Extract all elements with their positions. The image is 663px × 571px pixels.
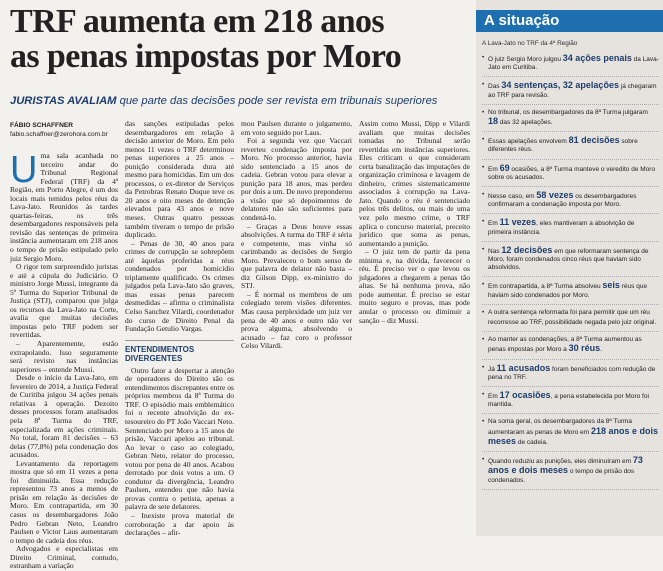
paragraph: – É normal os membros de um colegiado terem visões diferentes. Mas causa perplexidade um juiz ver pena de 40 anos e outro não ver prova alguma, absolvendo o acusado – faz coro o professor Celso Vilardi. (241, 289, 352, 351)
sidebar-item: • Em contrapartida, a 8ª Turma absolveu seis réus que haviam sido condenados por Moro. (482, 281, 659, 304)
sidebar-box (476, 0, 663, 536)
author-email[interactable]: fabio.schaffner@zerohora.com.br (10, 131, 108, 138)
paragraph: Foi a segunda vez que Vaccari reverteu condenação imposta por Moro. No processo anterior, havia sido sentenciado a 15 anos de cadeia. Gebran votou para elevar a punição para 18 anos, mas perdeu por dois a um. De novo preponderou a visão que só depoimentos de delatores não são suficientes para condená-lo. (241, 136, 352, 223)
drop-cap: U (10, 149, 38, 191)
paragraph: – Inexiste prova material de corroboração a dar apoio às declarações – afir- (125, 510, 234, 538)
author-name: FÁBIO SCHAFFNER (10, 122, 74, 129)
sidebar-title: A situação (476, 10, 663, 32)
paragraph: Desde o início da Lava-Jato, em fevereiro de 2014, a Justiça Federal de Curitiba julgou 34 ações penais relativas à operação. Dezoito desses processos foram analisados pela 8ª Turma do TRF, especializada em ações criminais. No total, foram 81 decisões – 63 delas (77,8%) pela condenação dos acusados. (10, 373, 118, 460)
paragraph: – Graças a Deus houve essas absolvições. A turma do TRF é séria e competente, mas vinha só carimbando as decisões de Sergio Moro. Prevaleceu o bom senso de que palavra de delator não basta – diz Gilson Dipp, ex-ministro do STJ. (241, 221, 352, 291)
paragraph: ma sala acanhada no terceiro andar do Tribunal Regional Federal (TRF) da 4ª Região, em Porto Alegre, é um dos locais mais temidos pelos réus da Lava-Jato. Reunidos às tardes quartas-feiras, os três desembargadores responsáveis pela revisão das sentenças de primeira instância aumentaram em 218 anos o tempo de prisão estipulado pelo juiz Sergio Moro. (10, 151, 118, 263)
article-column-4 (359, 120, 470, 534)
paragraph: Levantamento da reportagem mostra que só em 11 vezes a pena foi diminuída. Essa redução representou 73 anos a menos de prisão em relação às decisões de Moro. Em contrapartida, em 30 casos os desembargadores João Pedro Gebran Neto, Leandro Paulsen e Victor Laus aumentaram o tempo de cadeia dos réus. (10, 458, 118, 545)
sidebar-item: • A outra sentença reformada foi para permitir que um réu recorresse ao TRF, possibilidade negada pelo juiz original. (482, 309, 659, 332)
byline (10, 121, 108, 139)
paragraph: das sanções estipuladas pelos desembargadores em relação à decisão anterior de Moro. Em pelo menos 11 vezes o TRF determinou penas superiores a 25 anos – punição considerada dura até mesmo para homicidas. Em um dos processos, o ex-diretor de Serviços da Petrobras Renato Duque teve os 20 anos e oito meses de detenção elevados para 43 anos e nove meses. Outras quatro pessoas também tiveram o tempo de prisão duplicado. (125, 119, 234, 240)
subhead-rest: que parte das decisões pode ser revista em tribunais superiores (116, 95, 438, 107)
article-column-3 (241, 120, 352, 534)
sidebar-item: • Das 34 sentenças, 32 apelações já chegaram ao TRF para revisão. (482, 81, 659, 104)
article-column-2 (125, 119, 234, 538)
paragraph: mou Paulsen durante o julgamento, em voto seguido por Laus. (241, 119, 352, 137)
section-crosshead: ENTENDIMENTOS DIVERGENTES (125, 340, 234, 363)
subheadline (10, 95, 472, 107)
sidebar-subtitle: A Lava-Jato no TRF da 4ª Região (482, 40, 578, 47)
sidebar-item: • Nesse caso, em 58 vezes os desembargadores confirmaram a condenação imposta por Moro. (482, 191, 659, 214)
sidebar-item: • O juiz Sergio Moro julgou 34 ações penais da Lava-Jato em Curitiba. (482, 54, 659, 77)
sidebar-item: • Quando reduziu as punições, eles diminuíram em 73 anos e dois meses o tempo de prisão dos condenados. (482, 456, 659, 490)
paragraph: Advogados e especialistas em Direito Criminal, contudo, estranham a variação (10, 544, 118, 571)
paragraph: – O juiz tem de partir da pena mínima e, na dúvida, favorecer o réu. É preciso ver o que levou os julgadores a chegarem a penas tão altas. Se há nenhuma prova, não pode aumentar. É preciso se estar muito seguro e provas, mas pode anular o processo ou diminuir a sanção – diz Mussi. (359, 247, 470, 325)
sidebar-item: • Na soma geral, os desembargadores da 8ª Turma aumentaram as penas de Moro em 218 anos e dois meses de cadeia. (482, 418, 659, 452)
headline-line-1: TRF aumenta em 218 anos (10, 3, 385, 40)
paragraph: – Penas de 30, 40 anos para crimes de corrupção se sobrepõem até àquelas proferidas a réus condenados por homicídio triplamente qualificado. Os crimes julgados pela Lava-Jato são graves, mas essas penas parecem desmedidas – afirma o criminalista Celso Sanchez Vilardi, coordenador do curso de Direito Penal da Fundação Getulio Vargas. (125, 238, 234, 334)
sidebar-item: • No tribunal, os desembargadores da 8ª Turma julgaram 18 das 32 apelações. (482, 109, 659, 132)
paragraph: Assim como Mussi, Dipp e Vilardi avaliam que muitas decisões tomadas no Tribunal serão revertidas em instâncias superiores. Eles criticam o que consideram certa banalização das imputações de organização criminosa e lavagem de dinheiro, crimes sistematicamente associados à corrupção na Lava-Jato. Quando o réu é sentenciado pelos três delitos, ou mais de uma vez pelo mesmo crime, o TRF aplica o concurso material, preceito jurídico que soma as penas, aumentando a punição. (359, 119, 470, 248)
sidebar-item: • Em 69 ocasiões, a 8ª Turma manteve o veredito de Moro sobre os acusados. (482, 164, 659, 187)
paragraph: O rigor tem surpreendido juristas e até a cúpula do Judiciário. O ministro Jorge Mussi, integrante da 5ª Turma do Superior Tribunal de Justiça (STJ), comparou que julga os recursos da Lava-Jato na Corte, avalia que muitas decisões impostas pelo TRF podem ser revertidas. (10, 262, 118, 340)
sidebar-item: • Ao manter as condenações, a 8ª Turma aumentou as penas impostas por Moro a 30 réus. (482, 336, 659, 359)
sidebar-item: • Em 11 vezes, eles mantiveram a absolvição de primeira instância. (482, 218, 659, 241)
sidebar-item: • Essas apelações envolvem 81 decisões sobre diferentes réus. (482, 136, 659, 159)
paragraph: Outro fator a despertar a atenção de operadores do Direito são os entendimentos discrepantes entre os próprios membros da 8ª Turma do TRF. O episódio mais emblemático foi o recente absolvição do ex-tesoureiro do PT João Vaccari Neto. Sentenciado por Moro a 15 anos de prisão, Vaccari apelou ao tribunal. Ao levar o caso ao colegiado, Gebran Neto, relator do processo, votou por pena de 40 anos. Acabou derrotado por dois votos a um. O condutor da divergência, Leandro Paulsen, entendeu que não havia provas contra o petista, apenas a palavra de sete delatores. (125, 365, 234, 512)
headline (10, 4, 472, 74)
sidebar-item: • Já 11 acusados foram beneficiados com redução de pena no TRF. (482, 364, 659, 387)
sidebar-item: • Nas 12 decisões em que reformaram sentença de Moro, foram condenados cinco réus que haviam sido absolvidos. (482, 246, 659, 278)
paragraph: – Aparentemente, estão extrapolando. Isso seguramente será revisto nas instâncias superiores – entende Mussi. (10, 339, 118, 374)
headline-line-2: as penas impostas por Moro (10, 38, 402, 75)
subhead-lead: JURISTAS AVALIAM (10, 95, 117, 107)
sidebar-item: • Em 17 ocasiões, a pena estabelecida por Moro foi mantida. (482, 391, 659, 414)
sidebar-list (482, 54, 659, 494)
article-column-1 (10, 149, 118, 571)
